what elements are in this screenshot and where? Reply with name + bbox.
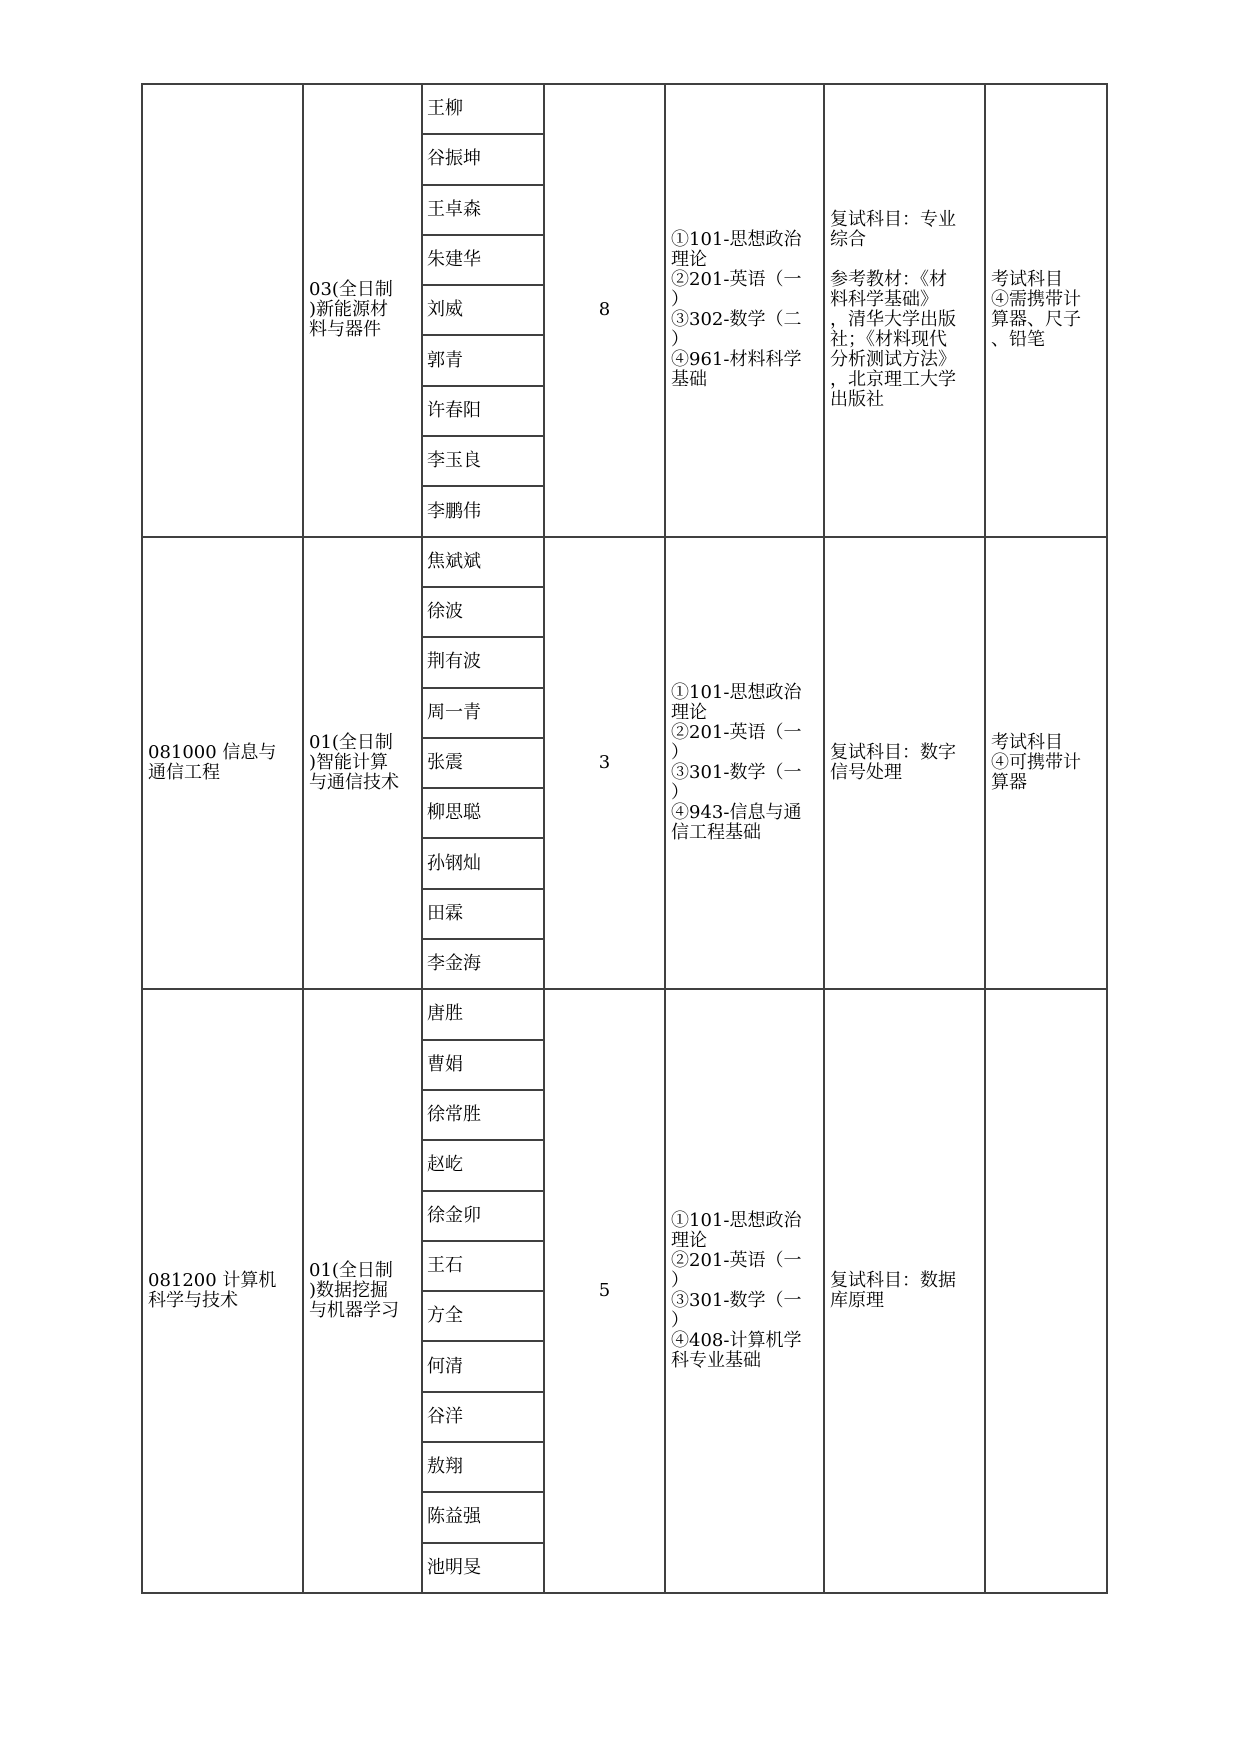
admissions-table xyxy=(141,83,1108,1594)
major-cell xyxy=(142,84,303,537)
supervisor-name: 柳思聪 xyxy=(422,788,544,838)
supervisor-name: 谷振坤 xyxy=(422,134,544,184)
supervisor-name: 田霖 xyxy=(422,889,544,939)
notes-cell: 考试科目 ④可携带计 算器 xyxy=(985,537,1107,990)
exam-subjects-cell: ①101-思想政治 理论 ②201-英语（一 ） ③301-数学（一 ） ④943-信息与通 信工程基础 xyxy=(665,537,824,990)
supervisor-name: 孙钢灿 xyxy=(422,838,544,888)
quota-cell: 8 xyxy=(544,84,665,537)
supervisor-name: 徐波 xyxy=(422,587,544,637)
quota-cell: 3 xyxy=(544,537,665,990)
supervisor-name: 徐常胜 xyxy=(422,1090,544,1140)
supervisor-name: 李鹏伟 xyxy=(422,486,544,536)
supervisor-name: 方全 xyxy=(422,1291,544,1341)
table-row xyxy=(142,537,1107,587)
supervisor-name: 谷洋 xyxy=(422,1392,544,1442)
supervisor-name: 敖翔 xyxy=(422,1442,544,1492)
supervisor-name: 李金海 xyxy=(422,939,544,989)
retest-cell: 复试科目：专业 综合 参考教材：《材 料科学基础》 ，清华大学出版 社；《材料现代 分析测试方法》 ，北京理工大学 出版社 xyxy=(824,84,985,537)
supervisor-name: 王柳 xyxy=(422,84,544,134)
supervisor-name: 朱建华 xyxy=(422,235,544,285)
retest-cell: 复试科目：数据 库原理 xyxy=(824,989,985,1593)
supervisor-name: 许春阳 xyxy=(422,386,544,436)
supervisor-name: 郭青 xyxy=(422,335,544,385)
retest-cell: 复试科目：数字 信号处理 xyxy=(824,537,985,990)
supervisor-name: 曹娟 xyxy=(422,1040,544,1090)
supervisor-name: 荆有波 xyxy=(422,637,544,687)
research-direction-cell: 01(全日制 )数据挖掘 与机器学习 xyxy=(303,989,422,1593)
exam-subjects-cell: ①101-思想政治 理论 ②201-英语（一 ） ③302-数学（二 ） ④961-材料科学 基础 xyxy=(665,84,824,537)
supervisor-name: 张震 xyxy=(422,738,544,788)
major-cell: 081000 信息与 通信工程 xyxy=(142,537,303,990)
table-row xyxy=(142,989,1107,1039)
supervisor-name: 刘威 xyxy=(422,285,544,335)
supervisor-name: 王石 xyxy=(422,1241,544,1291)
supervisor-name: 徐金卯 xyxy=(422,1191,544,1241)
supervisor-name: 王卓森 xyxy=(422,185,544,235)
supervisor-name: 赵屹 xyxy=(422,1140,544,1190)
research-direction-cell: 03(全日制 )新能源材 料与器件 xyxy=(303,84,422,537)
exam-subjects-cell: ①101-思想政治 理论 ②201-英语（一 ） ③301-数学（一 ） ④408-计算机学 科专业基础 xyxy=(665,989,824,1593)
supervisor-name: 陈益强 xyxy=(422,1492,544,1542)
supervisor-name: 唐胜 xyxy=(422,989,544,1039)
table-row xyxy=(142,84,1107,134)
supervisor-name: 周一青 xyxy=(422,688,544,738)
supervisor-name: 李玉良 xyxy=(422,436,544,486)
supervisor-name: 池明旻 xyxy=(422,1543,544,1593)
major-cell: 081200 计算机 科学与技术 xyxy=(142,989,303,1593)
notes-cell xyxy=(985,989,1107,1593)
research-direction-cell: 01(全日制 )智能计算 与通信技术 xyxy=(303,537,422,990)
notes-cell: 考试科目 ④需携带计 算器、尺子 、铅笔 xyxy=(985,84,1107,537)
supervisor-name: 焦斌斌 xyxy=(422,537,544,587)
quota-cell: 5 xyxy=(544,989,665,1593)
supervisor-name: 何清 xyxy=(422,1341,544,1391)
